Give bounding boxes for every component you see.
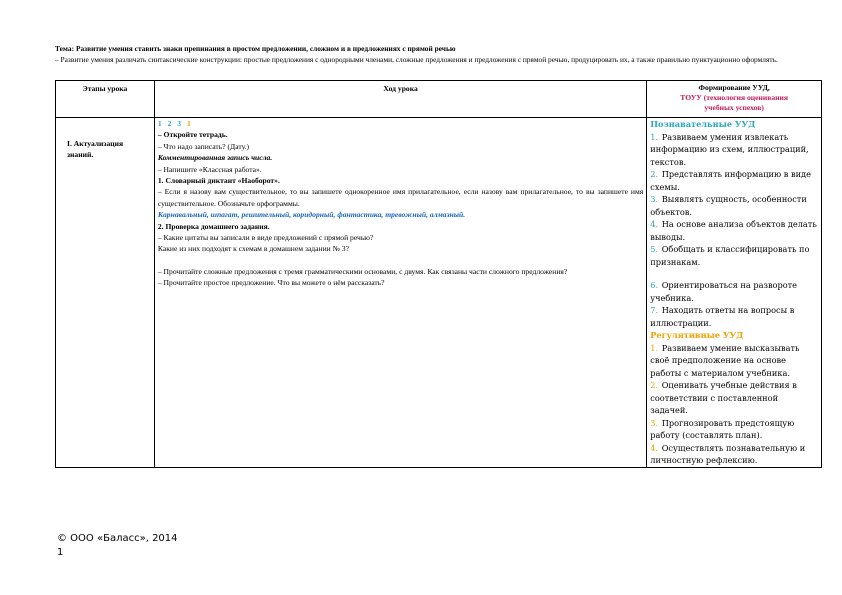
topic-text: Развитие умения ставить знаки препинания в простом предложении, сложном и в предложениях с прямой речью	[75, 44, 456, 53]
header-uud-line3: (технология оценивания	[703, 93, 789, 102]
uud-item-text: Оценивать учебные действия в соответствии с поставленной задачей.	[650, 380, 797, 415]
course-line-1: – Откройте тетрадь.	[157, 130, 228, 140]
uud-item-text: Развиваем умение высказывать своё предположение на основе работы с материалом учебника.	[650, 342, 800, 378]
header-uud-line4: учебных успехов)	[704, 103, 764, 112]
copyright: © ООО «Баласс», 2014	[57, 533, 178, 544]
course-line-10: Какие из них подходят к схемам в домашнем задании № 3?	[157, 244, 349, 254]
course-line-12: – Прочитайте простое предложение. Что вы можете о нём рассказать?	[157, 278, 385, 288]
uud-item-text: Обобщать и классифицировать по признакам.	[650, 244, 810, 267]
number-4: 1	[186, 119, 193, 128]
uud-item	[650, 417, 818, 442]
uud-item-number: 7.	[650, 305, 659, 315]
course-line-5: 1. Словарный диктант «Наоборот».	[157, 176, 280, 186]
course-cell	[154, 118, 646, 468]
course-line-11: – Прочитайте сложные предложения с тремя грамматическими основами, с двумя. Как связаны части сложного предложения?	[157, 266, 568, 276]
header-uud	[647, 81, 822, 118]
table-row	[56, 118, 822, 468]
topic-goal: – Развитие умения различать синтаксические конструкции: простые предложения с однородными членами, сложные предложения и предложения с прямой речью, продуцировать их, а также правильно пунктуационно оформлять.	[55, 54, 778, 64]
cognitive-uud-title: Познавательные УУД	[650, 119, 756, 129]
cognitive-uud-list	[650, 131, 818, 330]
topic-block	[55, 44, 785, 65]
course-line-9: – Какие цитаты вы записали в виде предложений с прямой речью?	[157, 233, 374, 243]
course-line-6: – Если я назову вам существительное, то вы запишете однокоренное имя прилагательное, если назову вам прилагательное, то вы запишете имя существительное. Обозначьте орфограммы.	[157, 187, 644, 208]
course-line-8: 2. Проверка домашнего задания.	[157, 221, 270, 231]
number-2: 2	[167, 119, 174, 128]
uud-item-text: Осуществлять познавательную и личностную рефлексию.	[650, 442, 806, 465]
uud-item-number: 2.	[650, 380, 659, 390]
uud-item-text: Развиваем умения извлекать информацию из схем, иллюстраций, текстов.	[650, 131, 809, 167]
uud-item	[650, 131, 818, 169]
course-line-2: – Что надо записать? (Дату.)	[157, 141, 250, 151]
topic-label: Тема:	[55, 44, 75, 53]
header-course: Ход урока	[154, 81, 646, 118]
regulatory-uud-list	[650, 342, 818, 467]
uud-item-number: 3.	[650, 194, 659, 204]
course-line-4: – Напишите «Классная работа».	[157, 164, 262, 174]
uud-item-number: 2.	[650, 169, 659, 179]
header-uud-line1: Формирование УУД,	[698, 83, 770, 92]
course-line-3: Комментированная запись числа.	[157, 153, 273, 163]
lesson-table	[55, 80, 822, 468]
uud-item-text: Находить ответы на вопросы в иллюстрации.	[650, 305, 795, 328]
uud-item-text: Представлять информацию в виде схемы.	[650, 169, 811, 192]
spacer	[650, 268, 818, 279]
spacer	[158, 255, 643, 266]
uud-item-text: Ориентироваться на развороте учебника.	[650, 280, 798, 303]
stage-cell	[56, 118, 155, 468]
uud-cell	[647, 118, 822, 468]
uud-item-number: 3.	[650, 417, 659, 428]
page-number: 1	[57, 547, 64, 558]
uud-item	[650, 342, 818, 380]
uud-item-text: Выявлять сущность, особенности объектов.	[650, 194, 807, 217]
topic-line	[55, 44, 785, 55]
uud-item	[650, 168, 818, 193]
uud-item-number: 1.	[650, 342, 659, 353]
uud-item-number: 5.	[650, 244, 659, 254]
uud-item	[650, 243, 818, 268]
uud-item	[650, 218, 818, 243]
uud-item-text: На основе анализа объектов делать выводы.	[650, 219, 817, 242]
assessment-numbers	[158, 118, 643, 129]
uud-item	[650, 379, 818, 417]
uud-item	[650, 193, 818, 218]
header-touu: ТОУУ	[680, 93, 702, 102]
uud-item-number: 6.	[650, 280, 659, 290]
header-stages: Этапы урока	[56, 81, 155, 118]
stage-title: I. Актуализация знаний.	[67, 139, 124, 160]
uud-item-number: 4.	[650, 442, 659, 453]
uud-item	[650, 304, 818, 329]
uud-item-number: 4.	[650, 219, 659, 229]
header-uud-line2	[650, 93, 818, 103]
regulatory-uud-title: Регулятивные УУД	[650, 330, 744, 340]
uud-item-number: 1.	[650, 131, 659, 142]
uud-item-text: Прогнозировать предстоящую работу (составлять план).	[650, 417, 795, 440]
table-header-row	[56, 81, 822, 118]
dictation-words: Карнавальный, шпагат, решительный, коридорный, фантастика, тревожный, алмазный.	[157, 210, 466, 220]
uud-item	[650, 279, 818, 304]
number-1: 1	[157, 119, 164, 128]
uud-item	[650, 442, 818, 467]
number-3: 3	[177, 119, 184, 128]
